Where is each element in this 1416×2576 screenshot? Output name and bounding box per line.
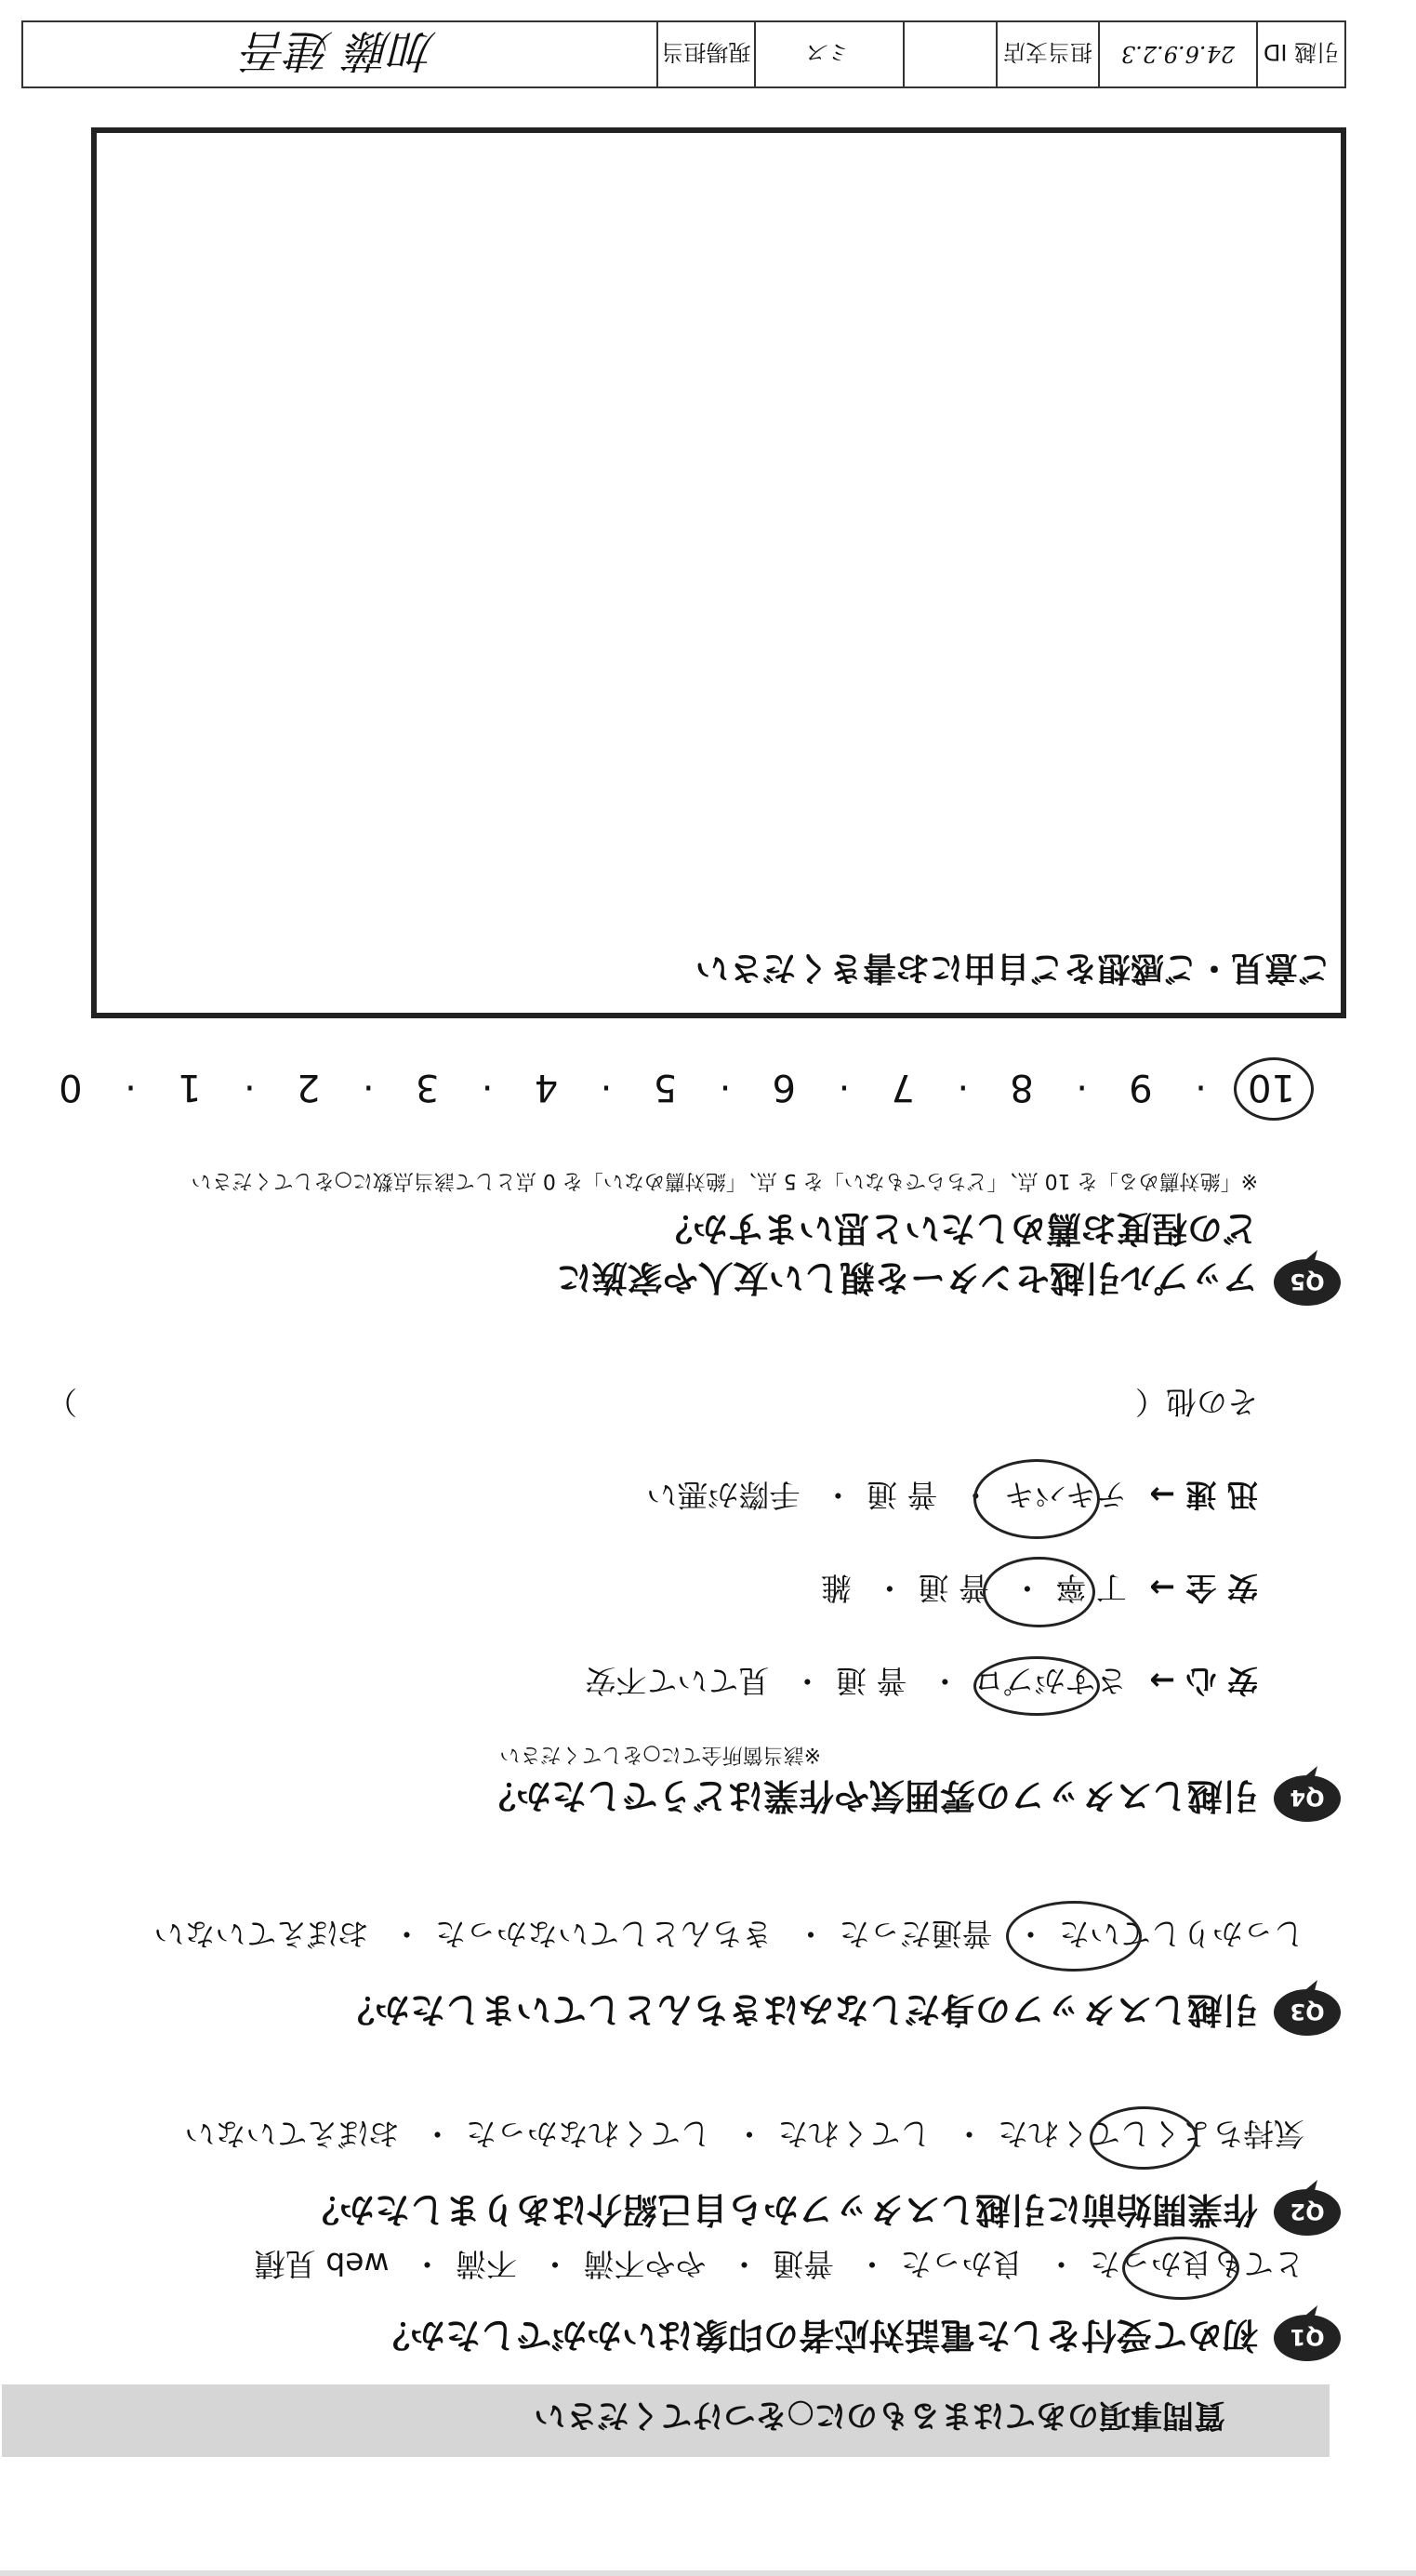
q3-block — [1273, 1975, 1342, 2037]
scale-6[interactable]: 6 — [772, 1066, 796, 1109]
id-value: 24.6.9.2.3 — [1098, 22, 1256, 86]
instruction-text: 質問事項のあてはまるものに○をつけてください — [534, 2397, 1225, 2434]
circle-mark-q2 — [1090, 2106, 1198, 2170]
scan-edge — [0, 2570, 1416, 2576]
q4-other: その他（ — [1135, 1384, 1258, 1420]
id-table — [21, 20, 1346, 88]
q3-options: しっかりしていた・ 普通だった・ きちんとしていなかった・ おぼえていない — [153, 1916, 1304, 1952]
circle-mark-q1 — [1122, 2237, 1239, 2300]
q-bubble-icon — [1273, 1765, 1342, 1823]
q5-note: ※「絶対薦める」を 10 点、「どちらでもない」を 5 点、「絶対薦めない」を 0 点として該当点数に○をしてください — [191, 1169, 1258, 1192]
circle-mark-q3 — [1006, 1901, 1142, 1972]
scale-8[interactable]: 8 — [1010, 1066, 1034, 1109]
svg-text:Q3: Q3 — [1290, 1998, 1325, 2025]
q-bubble-icon — [1273, 1249, 1342, 1307]
q-bubble-icon — [1273, 1979, 1342, 2037]
branch-value — [903, 22, 996, 86]
q1-block — [1273, 2301, 1342, 2362]
scale-3[interactable]: 3 — [415, 1066, 440, 1109]
q5-block — [1273, 1245, 1342, 1307]
q1-title: 初めて受付をした電話対応者の印象はいかがでしたか？ — [374, 2315, 1258, 2356]
q5-title-line2: どの程度お薦めしたいと思いますか？ — [656, 1208, 1258, 1249]
q4-note: ※該当箇所全てに○をしてください — [499, 1743, 821, 1766]
scale-9[interactable]: 9 — [1129, 1066, 1153, 1109]
scale-5[interactable]: 5 — [653, 1066, 678, 1109]
q2-options: 気持ちよくしてくれた・ してくれた・ してくれなかった・ おぼえていない — [184, 2116, 1304, 2152]
q2-title: 作業開始前に引越しスタッフから自己紹介はありましたか？ — [303, 2189, 1258, 2230]
q1-options: とても良かった・ 良かった・ 普通・ やや不満・ 不満・ web 見積 — [254, 2246, 1304, 2282]
scale-4[interactable]: 4 — [534, 1066, 559, 1109]
sales-value: 加藤 建吾 — [243, 24, 437, 76]
q2-block — [1273, 2175, 1342, 2237]
scale-10[interactable]: 10 — [1248, 1066, 1295, 1109]
circle-mark-q4-anshin — [973, 1656, 1100, 1716]
scale-0[interactable]: 0 — [59, 1066, 83, 1109]
circle-mark-q4-jinsoku — [973, 1459, 1100, 1539]
branch-label: 担当支店 — [996, 22, 1098, 86]
scale-1[interactable]: 1 — [178, 1066, 202, 1109]
q5-number: Q5 — [1290, 1268, 1325, 1295]
comment-box[interactable] — [91, 127, 1346, 1018]
svg-text:Q1: Q1 — [1290, 2324, 1325, 2350]
id-label: 引越 ID — [1256, 22, 1344, 86]
circle-mark-q5 — [1234, 1057, 1314, 1121]
circle-mark-q4-anzen — [983, 1557, 1095, 1627]
q3-title: 引越しスタッフの身だしなみはきちんとしていましたか？ — [338, 1989, 1258, 2030]
q4-other-close: ） — [46, 1384, 77, 1420]
svg-text:Q4: Q4 — [1290, 1785, 1325, 1811]
q4-block — [1273, 1761, 1342, 1823]
comment-title: ご意見・ご感想をご自由にお書きください — [695, 949, 1331, 987]
sales-label: 現場担当 — [656, 22, 754, 86]
q4-title: 引越しスタッフの雰囲気や作業はどうでしたか？ — [480, 1775, 1258, 1816]
q-bubble-icon — [1273, 2179, 1342, 2237]
staff-value: ミス — [754, 22, 903, 86]
q5-title-line1: アップル引越センターを親しい友人や家族に — [556, 1257, 1258, 1298]
q4-row-anshin: 安 心 → さすがプロ・ 普 通・ 見ていて不安 — [585, 1663, 1258, 1699]
svg-text:Q2: Q2 — [1290, 2198, 1325, 2224]
q-bubble-icon — [1273, 2304, 1342, 2362]
q4-row-jinsoku: 迅 速 → テキパキ・ 普 通・ 手際が悪い — [646, 1477, 1258, 1513]
q5-scale: 10 · 9 · 8 · 7 · 6 · 5 · 4 · 3 · 2 · 1 · 0 — [59, 1066, 1295, 1109]
scale-7[interactable]: 7 — [891, 1066, 915, 1109]
scale-2[interactable]: 2 — [296, 1066, 321, 1109]
q4-row-anzen: 安 全 → 丁 寧・ 普 通・ 雑 — [820, 1570, 1258, 1606]
